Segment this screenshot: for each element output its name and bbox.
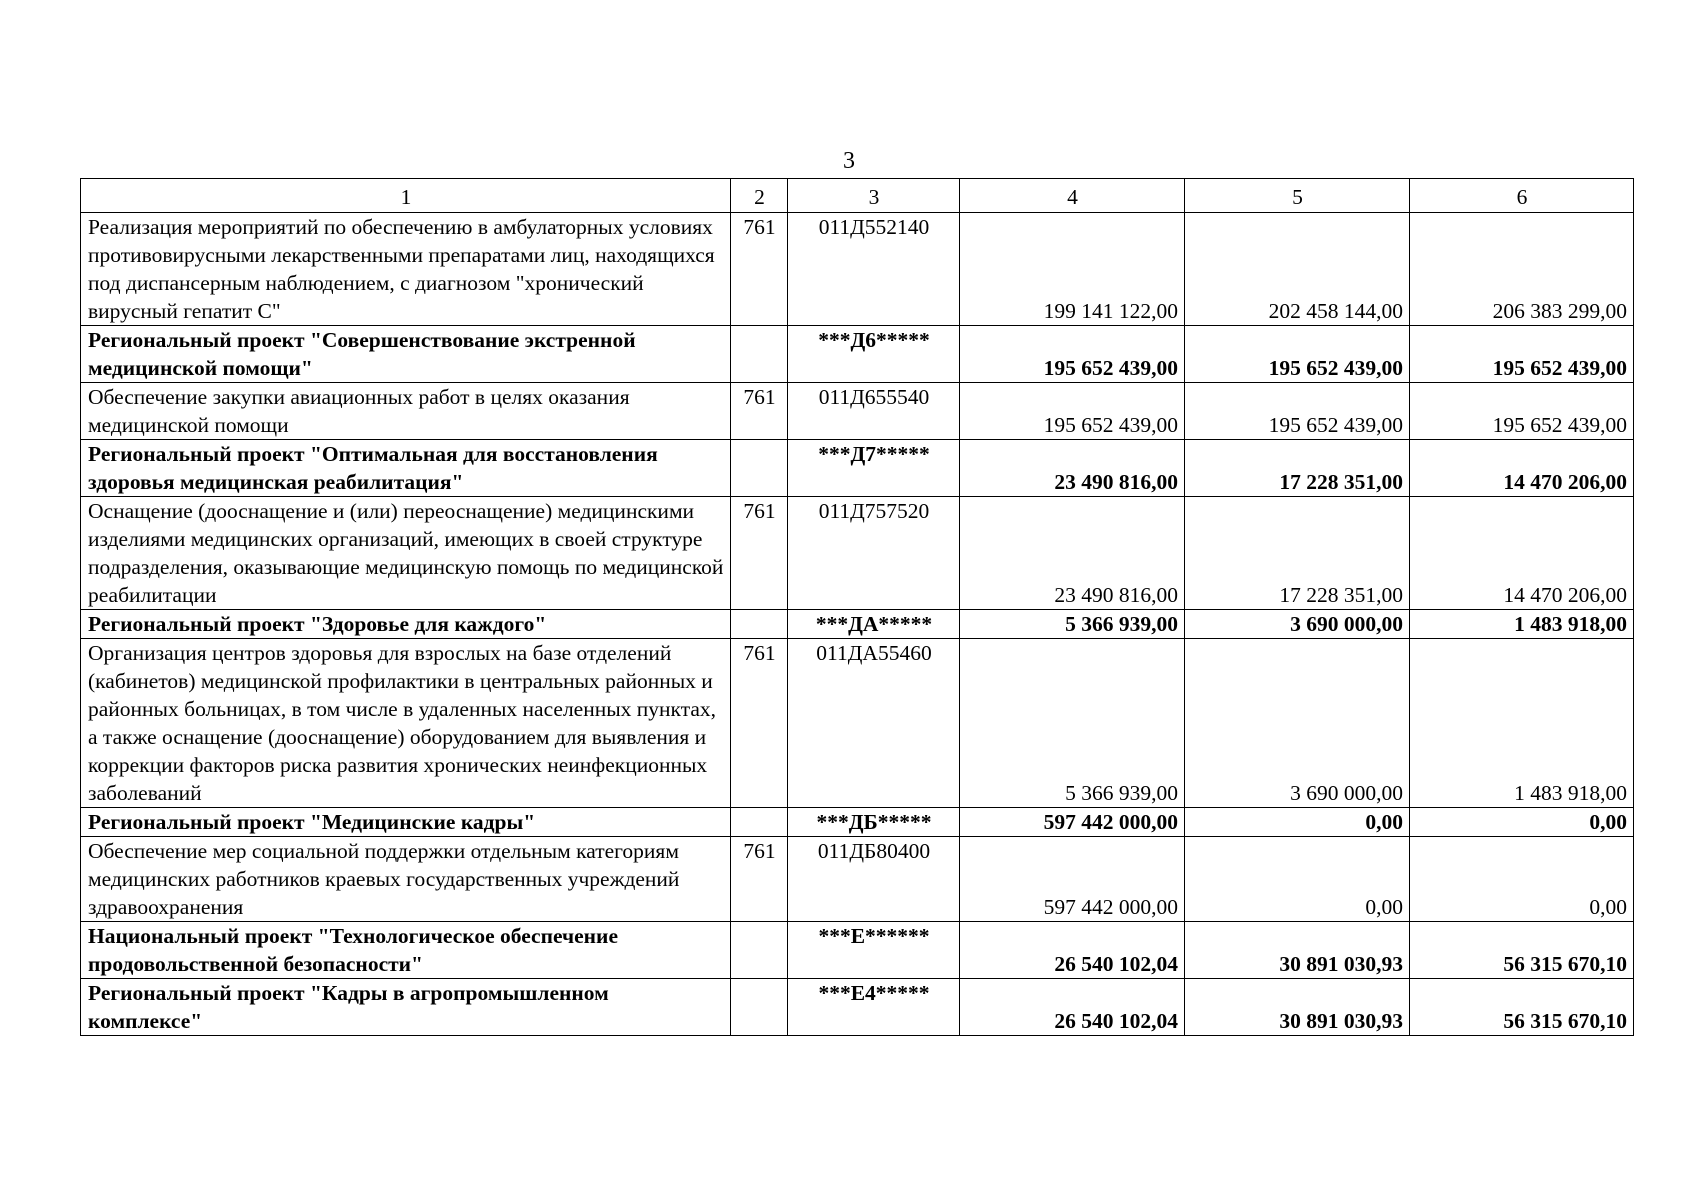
row-value-col4: 5 366 939,00: [960, 610, 1185, 639]
row-code: 011Д757520: [788, 497, 960, 610]
table-row: [81, 639, 1634, 808]
header-col-1: 1: [81, 179, 731, 213]
row-name: Региональный проект "Кадры в агропромышленном комплексе": [81, 979, 731, 1036]
row-value-col4: 26 540 102,04: [960, 922, 1185, 979]
table-row-project: [81, 326, 1634, 383]
table-row: [81, 497, 1634, 610]
row-name: Реализация мероприятий по обеспечению в амбулаторных условиях противовирусными лекарственными препаратами лиц, находящихся под диспансерным наблюдением, с диагнозом "хронический вирусный гепатит С": [81, 213, 731, 326]
table-body: [81, 213, 1634, 1036]
row-value-col6: 0,00: [1410, 808, 1634, 837]
table-row-project: [81, 610, 1634, 639]
row-grbs: [731, 610, 788, 639]
row-value-col6: 14 470 206,00: [1410, 497, 1634, 610]
row-code: ***Д6*****: [788, 326, 960, 383]
row-value-col6: 14 470 206,00: [1410, 440, 1634, 497]
row-value-col4: 597 442 000,00: [960, 837, 1185, 922]
row-value-col5: 0,00: [1185, 808, 1410, 837]
row-name: Организация центров здоровья для взрослых на базе отделений (кабинетов) медицинской профилактики в центральных районных и районных больницах, в том числе в удаленных населенных пунктах, а также оснащение (дооснащение) оборудованием для выявления и коррекции факторов риска развития хронических неинфекционных заболеваний: [81, 639, 731, 808]
row-name: Обеспечение закупки авиационных работ в целях оказания медицинской помощи: [81, 383, 731, 440]
header-row: [81, 179, 1634, 213]
table-row-project: [81, 440, 1634, 497]
row-code: 011ДБ80400: [788, 837, 960, 922]
row-value-col6: 1 483 918,00: [1410, 610, 1634, 639]
row-value-col4: 597 442 000,00: [960, 808, 1185, 837]
budget-table: [80, 178, 1634, 1036]
row-value-col5: 30 891 030,93: [1185, 979, 1410, 1036]
row-name: Региональный проект "Здоровье для каждого": [81, 610, 731, 639]
row-value-col5: 17 228 351,00: [1185, 440, 1410, 497]
table-header: [81, 179, 1634, 213]
row-value-col6: 206 383 299,00: [1410, 213, 1634, 326]
row-code: ***Е4*****: [788, 979, 960, 1036]
row-grbs: [731, 922, 788, 979]
row-grbs: 761: [731, 639, 788, 808]
row-value-col6: 195 652 439,00: [1410, 383, 1634, 440]
table-row: [81, 383, 1634, 440]
row-value-col5: 202 458 144,00: [1185, 213, 1410, 326]
table-row-project: [81, 922, 1634, 979]
table-row: [81, 213, 1634, 326]
row-name: Оснащение (дооснащение и (или) переоснащение) медицинскими изделиями медицинских организаций, имеющих в своей структуре подразделения, оказывающие медицинскую помощь по медицинской реабилитации: [81, 497, 731, 610]
row-code: ***Е******: [788, 922, 960, 979]
row-value-col4: 195 652 439,00: [960, 326, 1185, 383]
row-grbs: 761: [731, 383, 788, 440]
row-value-col5: 0,00: [1185, 837, 1410, 922]
row-name: Обеспечение мер социальной поддержки отдельным категориям медицинских работников краевых государственных учреждений здравоохранения: [81, 837, 731, 922]
row-value-col4: 26 540 102,04: [960, 979, 1185, 1036]
header-col-5: 5: [1185, 179, 1410, 213]
row-value-col6: 195 652 439,00: [1410, 326, 1634, 383]
row-grbs: [731, 979, 788, 1036]
row-code: 011ДА55460: [788, 639, 960, 808]
row-value-col5: 30 891 030,93: [1185, 922, 1410, 979]
header-col-4: 4: [960, 179, 1185, 213]
row-value-col6: 1 483 918,00: [1410, 639, 1634, 808]
row-value-col4: 23 490 816,00: [960, 497, 1185, 610]
row-value-col5: 3 690 000,00: [1185, 610, 1410, 639]
row-grbs: 761: [731, 497, 788, 610]
row-name: Региональный проект "Оптимальная для восстановления здоровья медицинская реабилитация": [81, 440, 731, 497]
row-grbs: [731, 440, 788, 497]
row-name: Региональный проект "Медицинские кадры": [81, 808, 731, 837]
row-value-col5: 195 652 439,00: [1185, 326, 1410, 383]
header-col-2: 2: [731, 179, 788, 213]
row-value-col5: 195 652 439,00: [1185, 383, 1410, 440]
header-col-3: 3: [788, 179, 960, 213]
row-grbs: [731, 808, 788, 837]
row-value-col6: 0,00: [1410, 837, 1634, 922]
row-grbs: 761: [731, 837, 788, 922]
row-code: ***Д7*****: [788, 440, 960, 497]
row-value-col6: 56 315 670,10: [1410, 979, 1634, 1036]
row-grbs: 761: [731, 213, 788, 326]
row-value-col4: 195 652 439,00: [960, 383, 1185, 440]
row-code: 011Д552140: [788, 213, 960, 326]
row-name: Национальный проект "Технологическое обеспечение продовольственной безопасности": [81, 922, 731, 979]
row-code: ***ДА*****: [788, 610, 960, 639]
row-value-col5: 17 228 351,00: [1185, 497, 1410, 610]
row-value-col4: 199 141 122,00: [960, 213, 1185, 326]
table-row-project: [81, 979, 1634, 1036]
page-number: 3: [843, 148, 855, 174]
row-name: Региональный проект "Совершенствование экстренной медицинской помощи": [81, 326, 731, 383]
table-row-project: [81, 808, 1634, 837]
row-value-col4: 5 366 939,00: [960, 639, 1185, 808]
table-row: [81, 837, 1634, 922]
row-code: 011Д655540: [788, 383, 960, 440]
row-code: ***ДБ*****: [788, 808, 960, 837]
row-value-col5: 3 690 000,00: [1185, 639, 1410, 808]
header-col-6: 6: [1410, 179, 1634, 213]
row-value-col4: 23 490 816,00: [960, 440, 1185, 497]
row-value-col6: 56 315 670,10: [1410, 922, 1634, 979]
row-grbs: [731, 326, 788, 383]
